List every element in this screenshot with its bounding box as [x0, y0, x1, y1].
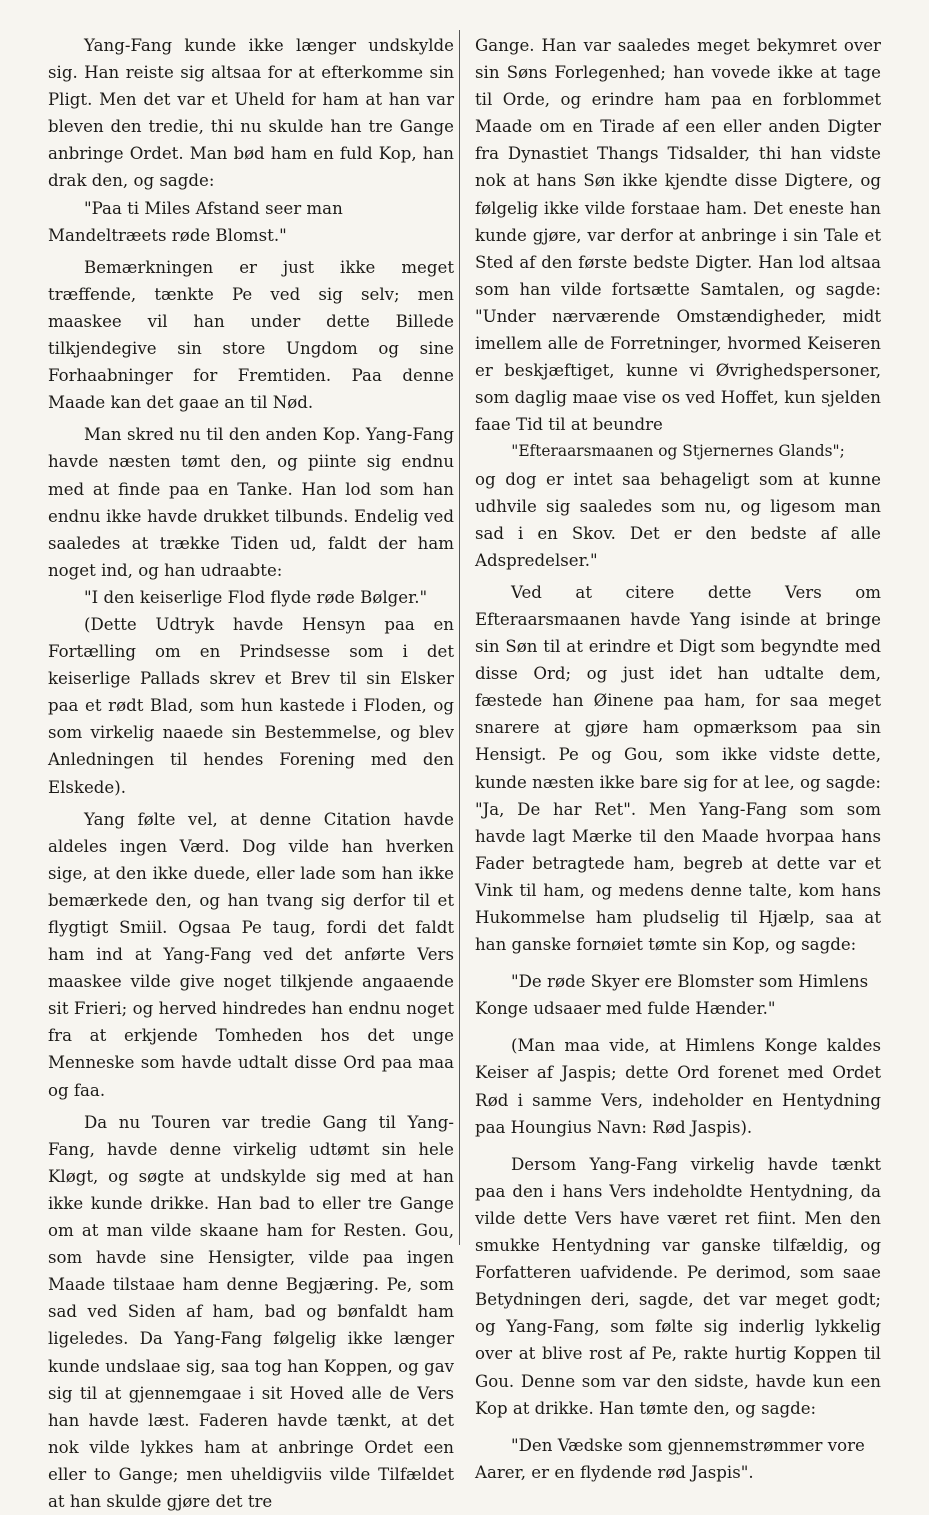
verse-quote: "De røde Skyer ere Blomster som Himlens Konge udsaaer med fulde Hænder.": [475, 972, 869, 1019]
paragraph: Bemærkningen er just ikke meget træffende, tænkte Pe ved sig selv; men maaskee vil han under dette Billede tilkjendegive sin store Ungdom og sine Forhaabninger for Fremtiden. Paa denne Maade kan det gaae an til Nød.: [48, 257, 454, 413]
column-divider: [459, 30, 460, 1245]
paragraph: (Dette Udtryk havde Hensyn paa en Fortælling om en Prindsesse som i det keiserlige Pallads skrev et Brev til sin Elsker paa et rødt Blad, som hun kastede i Floden, og som virkelig naaede sin Bestemmelse, og blev Anledningen til hendes Forening med den Elskede).: [48, 614, 454, 797]
paragraph: Dersom Yang-Fang virkelig havde tænkt paa den i hans Vers indeholdte Hentydning, da vilde dette Vers have været ret fiint. Men den smukke Hentydning var ganske tilfældig, og Forfatteren uafvidende. Pe derimod, som saae Betydningen deri, sagde, det var meget godt; og Yang-Fang, som følte sig inderlig lykkelig over at blive rost af Pe, rakte hurtig Koppen til Gou. Denne som var den sidste, havde kun een Kop at drikke. Han tømte den, og sagde:: [475, 1154, 881, 1418]
verse-quote: "I den keiserlige Flod flyde røde Bølger.": [84, 587, 428, 607]
verse-quote: "Efteraarsmaanen og Stjernernes Glands";: [511, 442, 845, 461]
left-column: [48, 32, 454, 1515]
paragraph: Man skred nu til den anden Kop. Yang-Fang havde næsten tømt den, og piinte sig endnu med at finde paa en Tanke. Han lod som han endnu ikke havde drukket tilbunds. Endelig ved saaledes at trække Tiden ud, faldt der ham noget ind, og han udraabte:: [48, 425, 454, 580]
paragraph-continued: og dog er intet saa behageligt som at kunne udhvile sig saaledes som nu, og ligesom man sad i en Skov. Det er den bedste af alle Adspredelser.": [475, 469, 881, 570]
paragraph-continued: Gange. Han var saaledes meget bekymret over sin Søns Forlegenhed; han vovede ikke at tage til Orde, og erindre ham paa en forblommet Maade om en Tirade af een eller anden Digter fra Dynastiet Thangs Tidsalder, thi han vidste nok at hans Søn ikke kjendte disse Digtere, og følgelig ikke vilde forstaae ham. Det eneste han kunde gjøre, var derfor at anbringe i sin Tale et Sted af den første bedste Digter. Han lod altsaa som han vilde fortsætte Samtalen, og sagde: "Under nærværende Omstændigheder, midt imellem alle de Forretninger, hvormed Keiseren er beskjæftiget, kunne vi Øvrighedspersoner, som daglig maae vise os ved Hoffet, kun sjelden faae Tid til at beundre: [475, 36, 881, 435]
paragraph: Yang-Fang kunde ikke længer undskylde sig. Han reiste sig altsaa for at efterkomme sin Pligt. Men det var et Uheld for ham at han var bleven den tredie, thi nu skulde han tre Gange anbringe Ordet. Man bød ham en fuld Kop, han drak den, og sagde:: [48, 36, 454, 191]
paragraph: Ved at citere dette Vers om Efteraarsmaanen havde Yang isinde at bringe sin Søn til at erindre et Digt som begyndte med disse Ord; og just idet han udtalte dem, fæstede han Øinene paa ham, for saa meget snarere at gjøre ham opmærksom paa sin Hensigt. Pe og Gou, som ikke vidste dette, kunde næsten ikke bare sig for at lee, og sagde: "Ja, De har Ret". Men Yang-Fang som som havde lagt Mærke til den Maade hvorpaa hans Fader betragtede ham, begreb at dette var et Vink til ham, og medens denne talte, kom hans Hukommelse ham pludselig til Hjælp, saa at han ganske fornøiet tømte sin Kop, og sagde:: [475, 582, 881, 955]
verse-quote: "Paa ti Miles Afstand seer man Mandeltræets røde Blomst.": [48, 198, 343, 245]
paragraph: (Man maa vide, at Himlens Konge kaldes Keiser af Jaspis; dette Ord forenet med Ordet Rød i samme Vers, indeholder en Hentydning paa Houngius Navn: Rød Jaspis).: [475, 1036, 881, 1137]
paragraph: Da nu Touren var tredie Gang til Yang-Fang, havde denne virkelig udtømt sin hele Kløgt, og søgte at undskylde sig med at han ikke kunde drikke. Han bad to eller tre Gange om at man vilde skaane ham for Resten. Gou, som havde sine Hensigter, vilde paa ingen Maade tilstaae ham denne Begjæring. Pe, som sad ved Siden af ham, bad og bønfaldt ham ligeledes. Da Yang-Fang følgelig ikke længer kunde undslaae sig, saa tog han Koppen, og gav sig til at gjennemgaae i sit Hoved alle de Vers han havde læst. Faderen havde tænkt, at det nok vilde lykkes ham at anbringe Ordet een eller to Gange; men uheldigviis vilde Tilfældet at han skulde gjøre det tre: [48, 1112, 454, 1511]
verse-quote: "Den Vædske som gjennemstrømmer vore Aarer, er en flydende rød Jaspis".: [475, 1435, 865, 1482]
paragraph: Yang følte vel, at denne Citation havde aldeles ingen Værd. Dog vilde han hverken sige, at den ikke duede, eller lade som han ikke bemærkede den, og han tvang sig derfor til et flygtigt Smiil. Ogsaa Pe taug, fordi det faldt ham ind at Yang-Fang ved det anførte Vers maaskee vilde give noget tilkjende angaaende sit Frieri; og herved hindredes han endnu noget fra at erkjende Tomheden hos det unge Menneske som havde udtalt disse Ord paa maa og faa.: [48, 809, 454, 1100]
right-column: [475, 32, 881, 1486]
